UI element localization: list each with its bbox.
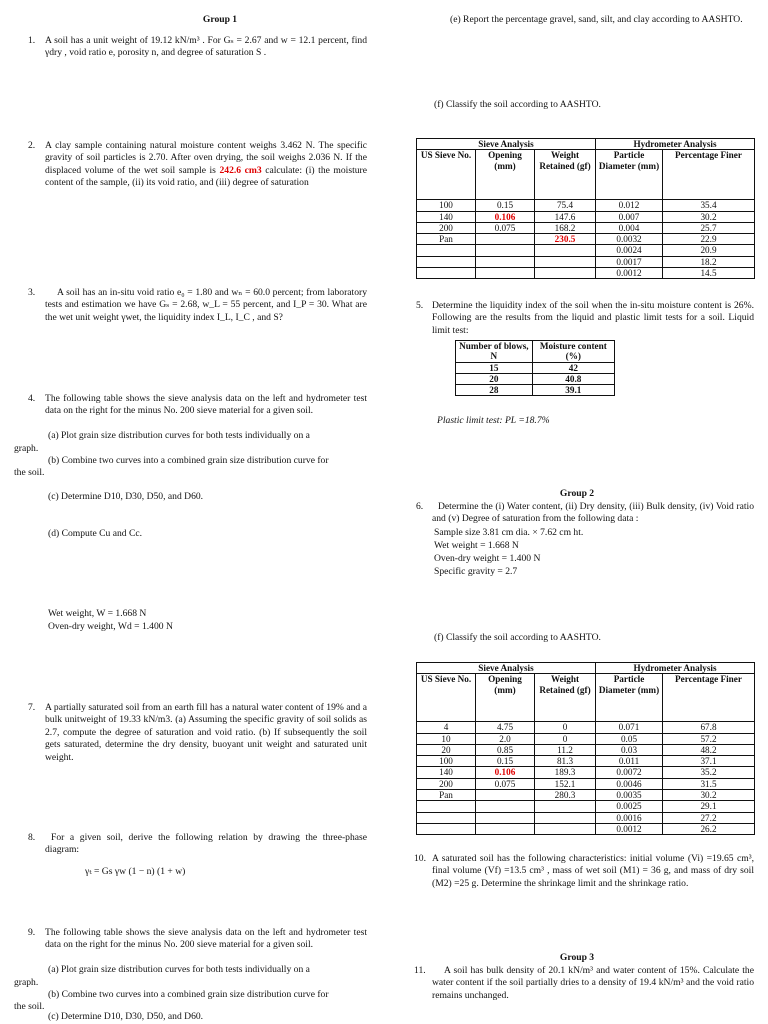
table-row: 140 0.106 189.3 0.0072 35.2 [417,767,755,778]
column-header: Number of blows, N [456,341,533,363]
q9-part-b: (b) Combine two curves into a combined grain size distribution curve for [48,989,329,1000]
table-row: 140 0.106 147.6 0.007 30.2 [417,211,755,222]
column-header: Particle Diameter (mm) [596,674,663,722]
q4-part-a-wrap: graph. [14,443,39,454]
table-row: 100 0.15 75.4 0.012 35.4 [417,200,755,211]
q9-part-c: (c) Determine D10, D30, D50, and D60. [48,1011,204,1022]
q6-text: Determine the (i) Water content, (ii) Dry density, (iii) Bulk density, (iv) Void ratio and (v) Degree of saturation from the following data : [432,501,754,525]
wet-weight: Wet weight, W = 1.668 N [48,608,147,619]
table-row: 28 39.1 [456,385,615,396]
sieve-analysis-header: Sieve Analysis [417,663,596,674]
hydrometer-analysis-header: Hydrometer Analysis [596,663,755,674]
q4-part-b: (b) Combine two curves into a combined grain size distribution curve for [48,455,329,466]
q1-text: A soil has a unit weight of 19.12 kN/m³ . For Gₛ = 2.67 and w = 12.1 percent, find γdry , void ratio e, porosity n, and degree of saturation S . [45,35,367,59]
table-row: 0.0017 18.2 [417,256,755,267]
q9-number: 9. [28,927,36,938]
q2-text: A clay sample containing natural moisture content weighs 3.462 N. The specific gravity of soil particles is 2.70. After oven drying, the soil weighs 2.036 N. If the displaced volume of the wet soil sample is 242.6 cm3 calculate: (i) the moisture content of the sample, (ii) its void ratio, and (iii) degree of saturation [45,140,367,189]
column-header: Moisture content (%) [532,341,614,363]
column-header: Percentage Finer [663,674,755,722]
table-row: 15 42 [456,362,615,373]
q5-number: 5. [416,300,424,311]
q9-part-b-wrap: the soil. [14,1001,45,1012]
q7-text: A partially saturated soil from an earth fill has a natural water content of 19% and a bulk unitweight of 19.33 kN/m3. (a) Assuming the specific gravity of soil solids as 2.7, compute the degree of saturation and void ratio. (b) If subsequently the soil gets saturated, determine the dry density, buoyant unit weight and saturated unit weight. [45,702,367,763]
group1-title: Group 1 [202,14,238,25]
q6-data-line: Wet weight = 1.668 N [434,540,519,551]
q8-formula: γₜ = Gs γw (1 − n) (1 + w) [85,866,186,877]
table-row: 20 40.8 [456,373,615,384]
hydrometer-analysis-header: Hydrometer Analysis [596,139,755,150]
q10-text: A saturated soil has the following characteristics: initial volume (Vi) =19.65 cm³, final volume (Vf) =13.5 cm³ , mass of wet soil (M1) = 36 g, and mass of dry soil (M2) =25 g. Determine the shrinkage limit and the shrinkage ratio. [432,853,754,889]
q6-data-line: Oven-dry weight = 1.400 N [434,553,541,564]
sieve-hydrometer-table-2 [416,662,755,835]
table-row: 20 0.85 11.2 0.03 48.2 [417,744,755,755]
q4-part-d: (d) Compute Cu and Cc. [48,528,143,539]
table-row: 0.0025 29.1 [417,801,755,812]
column-header: Weight Retained (gf) [535,150,596,200]
column-header: Percentage Finer [663,150,755,200]
table-row: 10 2.0 0 0.05 57.2 [417,733,755,744]
table-row: 0.0012 14.5 [417,268,755,279]
q4-text: The following table shows the sieve analysis data on the left and hydrometer test data on the right for the minus No. 200 sieve material for a given soil. [45,393,367,417]
table-row: 200 0.075 168.2 0.004 25.7 [417,222,755,233]
column-header: Opening (mm) [476,674,535,722]
column-header: US Sieve No. [417,150,476,200]
q6-data-line: Specific gravity = 2.7 [434,566,518,577]
group3-title: Group 3 [559,952,595,963]
right-part-f-2: (f) Classify the soil according to AASHTO. [434,632,601,643]
table-row: 100 0.15 81.3 0.011 37.1 [417,756,755,767]
q6-number: 6. [416,501,424,512]
group2-title: Group 2 [559,488,595,499]
table-row: Pan 280.3 0.0035 30.2 [417,790,755,801]
column-header: Opening (mm) [476,150,535,200]
sieve-hydrometer-table-1 [416,138,755,279]
q3-number: 3. [28,287,36,298]
q11-number: 11. [414,965,426,976]
plastic-limit: Plastic limit test: PL =18.7% [437,415,550,426]
q7-number: 7. [28,702,36,713]
q8-number: 8. [28,832,36,843]
column-header: US Sieve No. [417,674,476,722]
oven-dry-weight: Oven-dry weight, Wd = 1.400 N [48,621,173,632]
table-row: 4 4.75 0 0.071 67.8 [417,722,755,733]
q9-part-a: (a) Plot grain size distribution curves for both tests individually on a [48,964,310,975]
q6-data-line: Sample size 3.81 cm dia. × 7.62 cm ht. [434,527,584,538]
q1-number: 1. [28,35,36,46]
q8-text: For a given soil, derive the following relation by drawing the three-phase diagram: [45,832,367,856]
q4-part-b-wrap: the soil. [14,467,45,478]
table-row: 0.0024 20.9 [417,245,755,256]
liquid-limit-table [455,340,615,396]
q3-text: A soil has an in-situ void ratio e₀ = 1.80 and wₙ = 60.0 percent; from laboratory tests and estimation we have Gₛ = 2.68, w_L = 55 percent, and I_P = 30. What are the wet unit weight γwet, the liquidity index I_L, I_C , and S? [45,287,367,323]
table-row: 0.0016 27.2 [417,812,755,823]
q4-part-a: (a) Plot grain size distribution curves for both tests individually on a [48,430,310,441]
q4-part-c: (c) Determine D10, D30, D50, and D60. [48,491,204,502]
right-part-f-1: (f) Classify the soil according to AASHTO. [434,99,601,110]
q2-highlight: 242.6 cm3 [219,164,262,176]
table-row: 200 0.075 152.1 0.0046 31.5 [417,778,755,789]
sieve-analysis-header: Sieve Analysis [417,139,596,150]
table-row: 0.0012 26.2 [417,823,755,834]
right-part-e: (e) Report the percentage gravel, sand, silt, and clay according to AASHTO. [450,14,743,25]
q11-text: A soil has bulk density of 20.1 kN/m³ and water content of 15%. Calculate the water content if the soil partially dries to a density of 19.4 kN/m³ and the void ratio remains unchanged. [432,965,754,1001]
q9-text: The following table shows the sieve analysis data on the left and hydrometer test data on the right for the minus No. 200 sieve material for a given soil. [45,927,367,951]
q9-part-a-wrap: graph. [14,977,39,988]
q2-number: 2. [28,140,36,151]
table-row: Pan 230.5 0.0032 22.9 [417,234,755,245]
q5-text: Determine the liquidity index of the soil when the in-situ moisture content is 26%. Following are the results from the liquid and plastic limit tests for a soil. Liquid limit test: [432,300,754,336]
column-header: Particle Diameter (mm) [596,150,663,200]
q4-number: 4. [28,393,36,404]
column-header: Weight Retained (gf) [535,674,596,722]
q10-number: 10. [414,853,426,864]
